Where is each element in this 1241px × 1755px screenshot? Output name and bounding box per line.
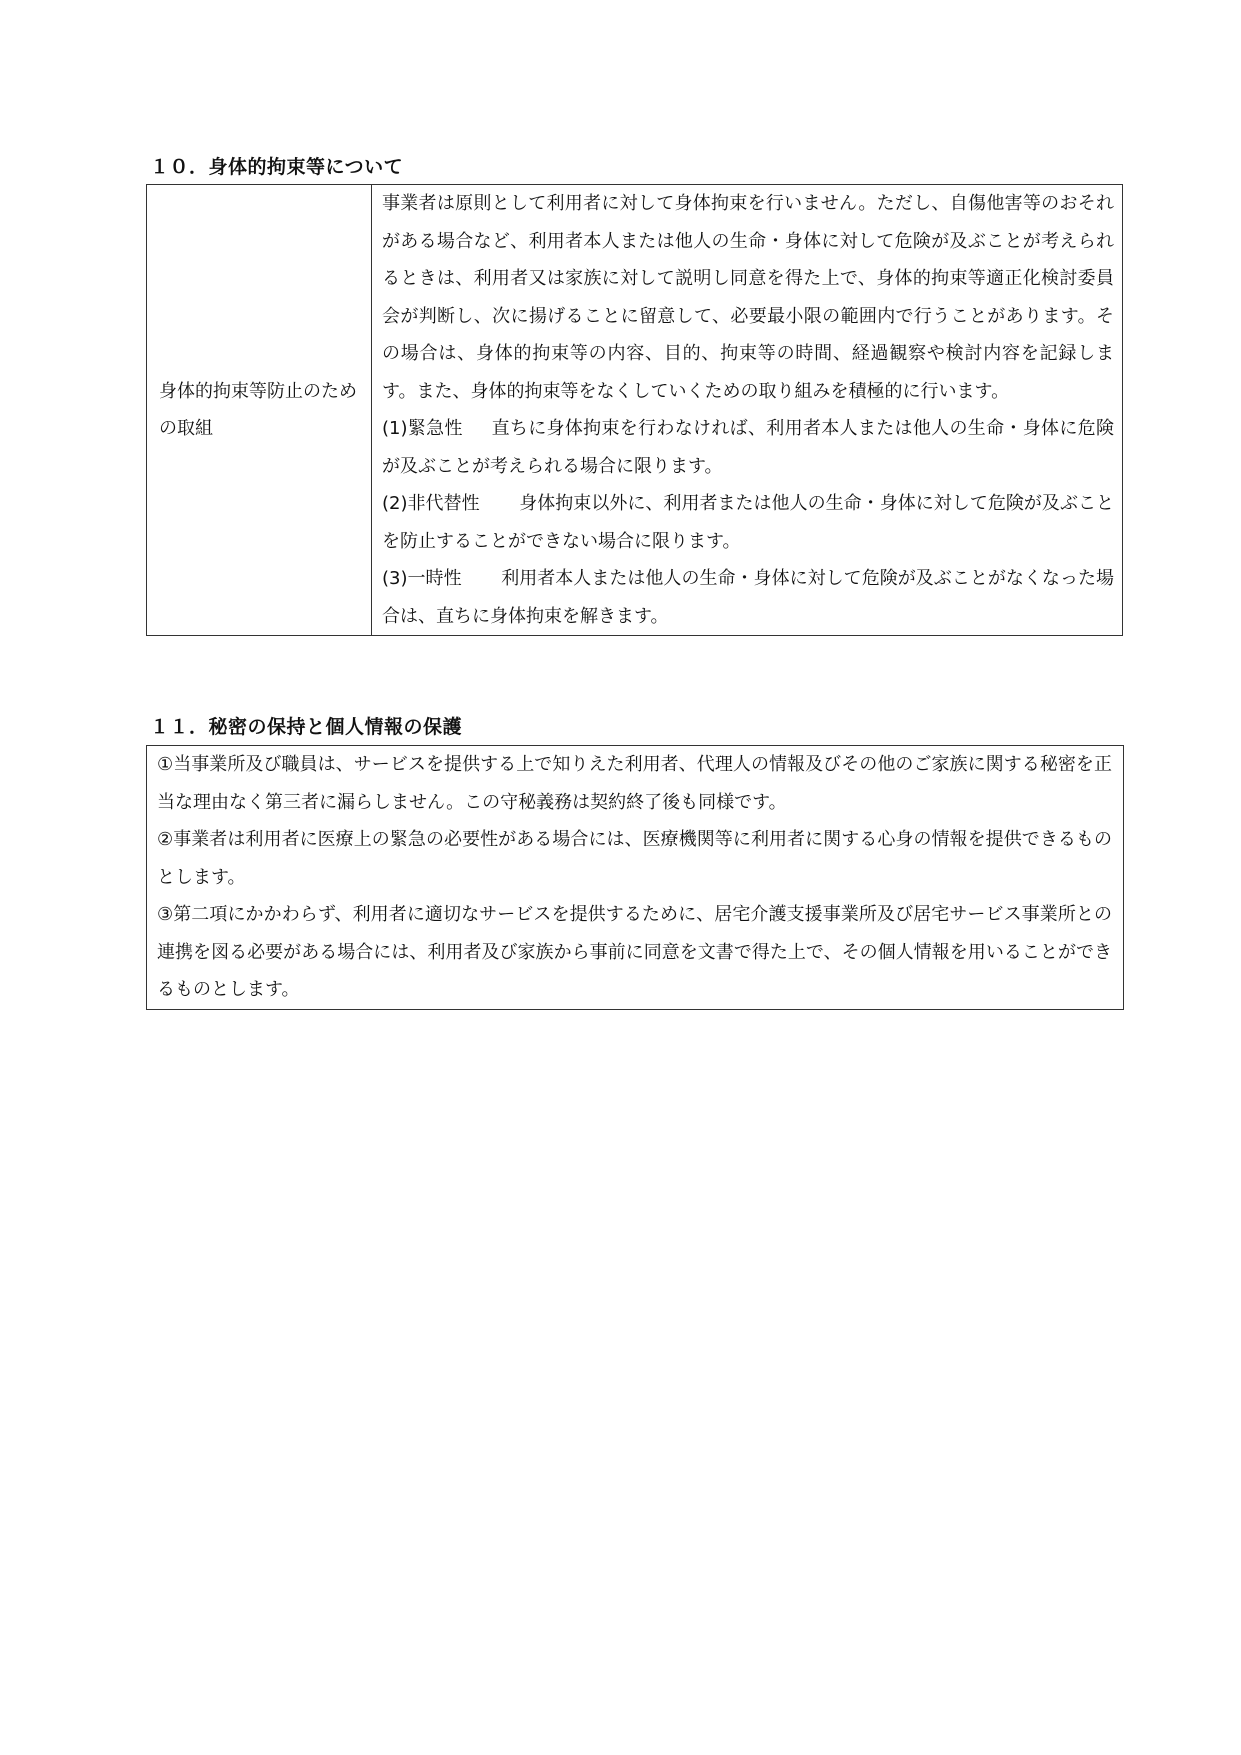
item-label: (1)緊急性	[382, 418, 463, 439]
table-row	[147, 185, 1123, 636]
confidentiality-paragraph-2: ②事業者は利用者に医療上の緊急の必要性がある場合には、医療機関等に利用者に関する心身の情報を提供できるものとします。	[157, 829, 1112, 888]
restraint-item-non-substitutability	[382, 485, 1114, 560]
restraint-item-urgency	[382, 410, 1114, 485]
item-label: (3)一時性	[382, 568, 462, 589]
restraint-label: 身体的拘束等防止のための取組	[159, 380, 357, 439]
confidentiality-box	[146, 745, 1124, 1010]
restraint-item-temporariness	[382, 560, 1114, 635]
item-text: 利用者本人または他人の生命・身体に対して危険が及ぶことがなくなった場合は、直ちに身体拘束を解きます。	[382, 568, 1115, 627]
restraint-body-cell	[372, 185, 1123, 636]
confidentiality-paragraph-1: ①当事業所及び職員は、サービスを提供する上で知りえた利用者、代理人の情報及びその他のご家族に関する秘密を正当な理由なく第三者に漏らしません。この守秘義務は契約終了後も同様です。	[157, 754, 1112, 813]
section-11-heading: １１．秘密の保持と個人情報の保護	[150, 716, 463, 738]
item-text: 身体拘束以外に、利用者または他人の生命・身体に対して危険が及ぶことを防止することができない場合に限ります。	[382, 493, 1114, 552]
section-10-heading: １０．身体的拘束等について	[150, 156, 404, 178]
item-label: (2)非代替性	[382, 493, 480, 514]
restraint-label-cell	[147, 185, 372, 636]
restraint-intro: 事業者は原則として利用者に対して身体拘束を行いません。ただし、自傷他害等のおそれがある場合など、利用者本人または他人の生命・身体に対して危険が及ぶことが考えられるときは、利用者又は家族に対して説明し同意を得た上で、身体的拘束等適正化検討委員会が判断し、次に揚げることに留意して、必要最小限の範囲内で行うことがあります。その場合は、身体的拘束等の内容、目的、拘束等の時間、経過観察や検討内容を記録します。また、身体的拘束等をなくしていくための取り組みを積極的に行います。	[382, 193, 1114, 402]
restraint-policy-table	[146, 184, 1123, 636]
confidentiality-paragraph-3: ③第二項にかかわらず、利用者に適切なサービスを提供するために、居宅介護支援事業所及び居宅サービス事業所との連携を図る必要がある場合には、利用者及び家族から事前に同意を文書で得た上で、その個人情報を用いることができるものとします。	[157, 904, 1112, 1000]
item-text: 直ちに身体拘束を行わなければ、利用者本人または他人の生命・身体に危険が及ぶことが考えられる場合に限ります。	[382, 418, 1114, 477]
